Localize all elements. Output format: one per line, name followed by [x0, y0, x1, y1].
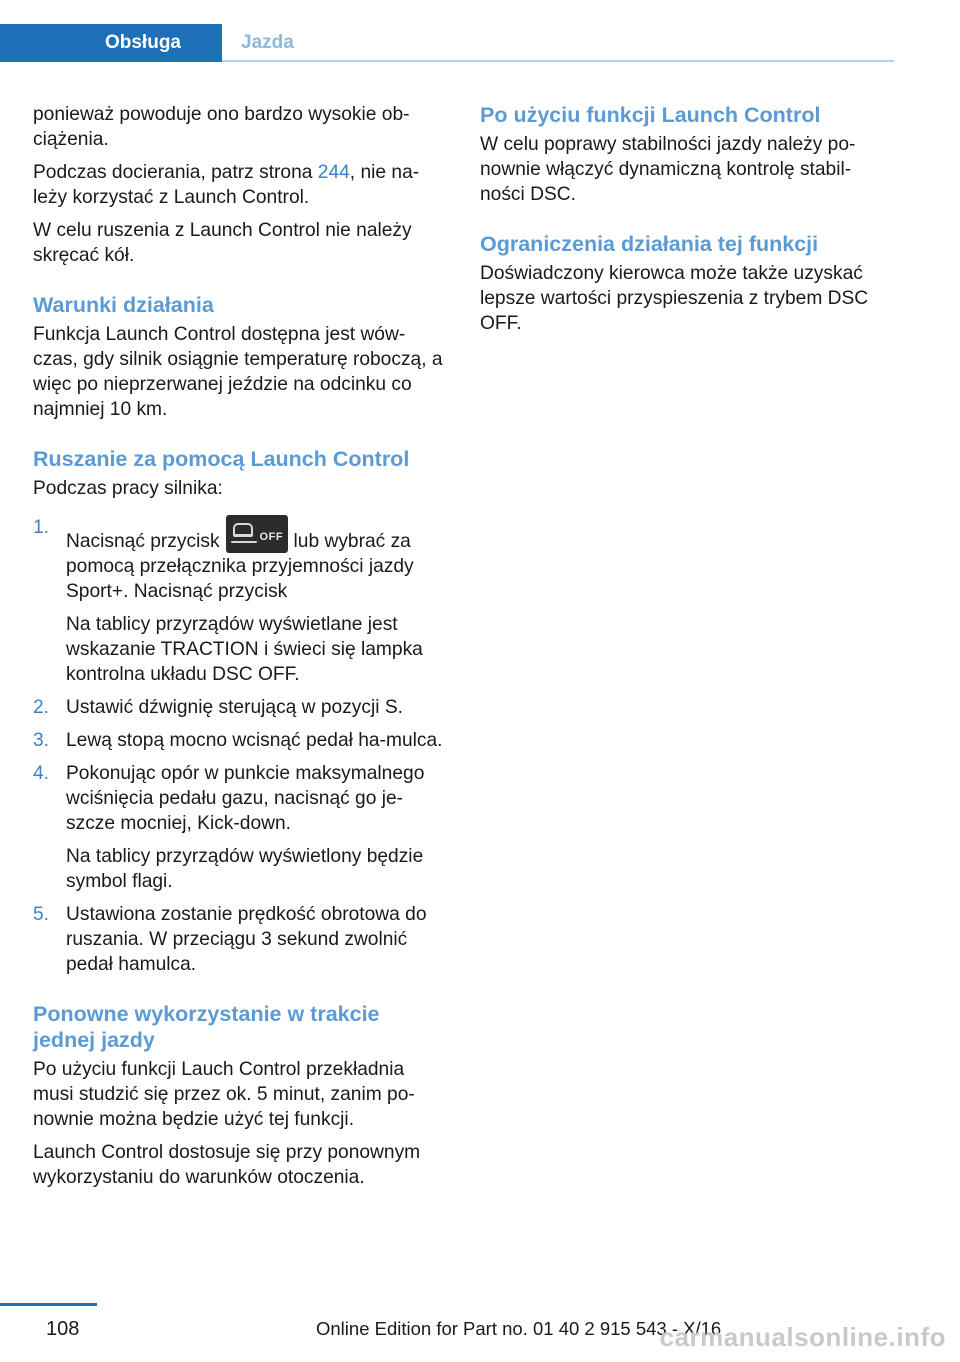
paragraph	[33, 160, 445, 210]
paragraph: Podczas pracy silnika:	[33, 478, 223, 499]
heading-ograniczenia: Ograniczenia działania tej funkcji	[480, 232, 819, 256]
tab-obsluga[interactable]: Obsługa	[0, 24, 222, 62]
heading-warunki: Warunki działania	[33, 293, 214, 317]
list-item	[33, 902, 445, 977]
car-icon	[233, 523, 253, 537]
footer-accent-line	[0, 1303, 97, 1306]
step-number: 5.	[33, 904, 50, 925]
heading-ruszanie: Ruszanie za pomocą Launch Control	[33, 447, 410, 471]
skid-lines-icon	[231, 541, 257, 543]
header-tabs	[0, 0, 960, 62]
paragraph: Po użyciu funkcji Lauch Control przekładnia musi studzić się przez ok. 5 minut, zanim po‐nownie można będzie użyć tej funkcji.	[33, 1059, 415, 1130]
edition-text: Online Edition for Part no. 01 40 2 915 543 - X/16	[316, 1318, 722, 1339]
paragraph-text: Podczas docierania, patrz strona	[33, 162, 318, 183]
step-text: Pokonując opór w punkcie maksymalnego wciśnięcia pedału gazu, nacisnąć go je‐szcze mocniej, Kick-down.	[66, 763, 425, 834]
step-note: Na tablicy przyrządów wyświetlane jest wskazanie TRACTION i świeci się lampka kontrolna układu DSC OFF.	[66, 614, 423, 685]
watermark: carmanualsonline.info	[659, 1322, 946, 1352]
right-column	[480, 102, 892, 344]
paragraph: W celu ruszenia z Launch Control nie należy skręcać kół.	[33, 220, 412, 266]
heading-ponowne: Ponowne wykorzystanie w trakcie jednej jazdy	[33, 1002, 380, 1052]
heading-po-uzyciu: Po użyciu funkcji Launch Control	[480, 103, 821, 127]
step-number: 2.	[33, 697, 50, 718]
paragraph: W celu poprawy stabilności jazdy należy po‐nownie włączyć dynamiczną kontrolę stabil‐ności DSC.	[480, 134, 856, 205]
left-column	[33, 102, 445, 1198]
step-text: Ustawić dźwignię sterującą w pozycji S.	[66, 697, 403, 718]
step-number: 1.	[33, 517, 50, 538]
paragraph: Launch Control dostosuje się przy ponownym wykorzystaniu do warunków otoczenia.	[33, 1142, 421, 1188]
steps-list	[33, 515, 445, 977]
tab-jazda[interactable]: Jazda	[241, 32, 294, 53]
dsc-off-button-icon	[226, 515, 288, 553]
step-text: Lewą stopą mocno wcisnąć pedał ha‐mulca.	[66, 730, 443, 751]
paragraph: Funkcja Launch Control dostępna jest wów‐czas, gdy silnik osiągnie temperaturę roboczą, a więc po nieprzerwanej jeździe na odcinku co najmniej 10 km.	[33, 324, 443, 420]
list-item	[33, 515, 445, 687]
icon-label: OFF	[259, 531, 284, 543]
page-reference-link[interactable]: 244	[317, 162, 350, 183]
step-number: 4.	[33, 763, 50, 784]
paragraph: Doświadczony kierowca może także uzyskać lepsze wartości przyspieszenia z trybem DSC OFF.	[480, 263, 869, 334]
list-item	[33, 728, 445, 753]
tab-divider-line	[222, 60, 894, 62]
paragraph-text: , nie na‐leży korzystać z Launch Control.	[33, 162, 420, 208]
step-note: Na tablicy przyrządów wyświetlony będzie symbol flagi.	[66, 846, 424, 892]
step-text: Ustawiona zostanie prędkość obrotowa do ruszania. W przeciągu 3 sekund zwolnić pedał hamulca.	[66, 904, 427, 975]
list-item	[33, 761, 445, 894]
step-number: 3.	[33, 730, 50, 751]
page-number: 108	[46, 1318, 80, 1340]
step-text-part: Nacisnąć przycisk	[66, 531, 220, 552]
step-text-part: lub wybrać za pomocą przełącznika przyjemności jazdy Sport+. Nacisnąć przycisk	[66, 531, 414, 602]
list-item	[33, 695, 445, 720]
paragraph: ponieważ powoduje ono bardzo wysokie ob‐ciążenia.	[33, 104, 410, 150]
step-text	[66, 515, 445, 604]
